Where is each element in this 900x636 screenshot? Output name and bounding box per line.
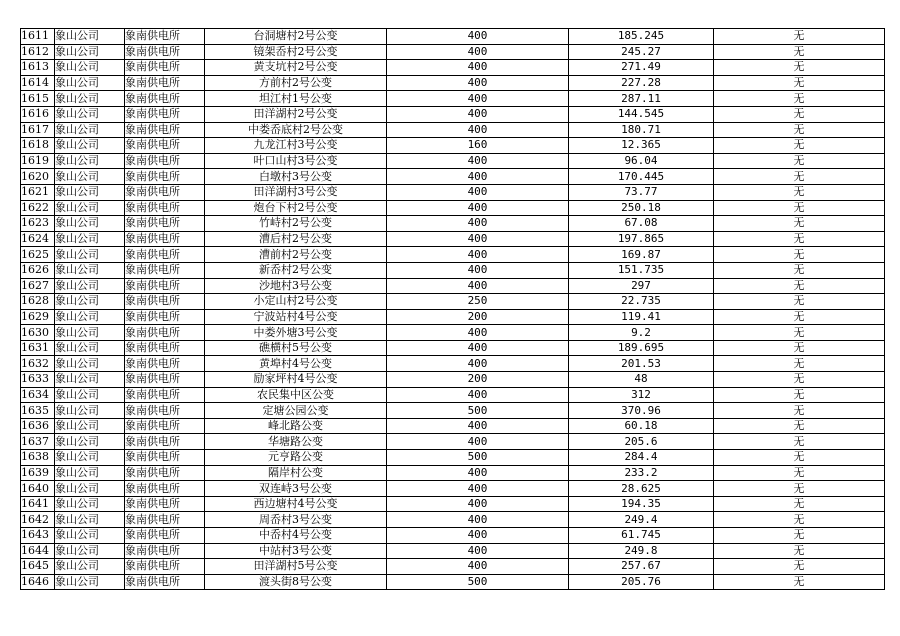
table-row (21, 356, 885, 372)
load-cell: 194.35 (569, 496, 714, 512)
load-cell: 170.445 (569, 169, 714, 185)
transformer-name-cell: 农民集中区公变 (205, 387, 387, 403)
transformer-name-cell: 九龙江村3号公变 (205, 138, 387, 154)
table-row (21, 138, 885, 154)
table-row (21, 450, 885, 466)
transformer-name-cell: 宁波站村4号公变 (205, 309, 387, 325)
capacity-cell: 400 (387, 340, 569, 356)
station-cell: 象南供电所 (125, 247, 205, 263)
load-cell: 60.18 (569, 418, 714, 434)
capacity-cell: 500 (387, 574, 569, 590)
row-number: 1614 (21, 75, 55, 91)
station-cell: 象南供电所 (125, 138, 205, 154)
data-table (20, 28, 885, 590)
table-row (21, 325, 885, 341)
station-cell: 象南供电所 (125, 91, 205, 107)
company-cell: 象山公司 (55, 216, 125, 232)
row-number: 1642 (21, 512, 55, 528)
capacity-cell: 400 (387, 75, 569, 91)
remark-cell: 无 (714, 138, 885, 154)
table-row (21, 574, 885, 590)
load-cell: 257.67 (569, 559, 714, 575)
row-number: 1631 (21, 340, 55, 356)
station-cell: 象南供电所 (125, 543, 205, 559)
company-cell: 象山公司 (55, 247, 125, 263)
company-cell: 象山公司 (55, 138, 125, 154)
company-cell: 象山公司 (55, 200, 125, 216)
company-cell: 象山公司 (55, 153, 125, 169)
row-number: 1616 (21, 106, 55, 122)
station-cell: 象南供电所 (125, 403, 205, 419)
transformer-name-cell: 中站村3号公变 (205, 543, 387, 559)
transformer-name-cell: 漕后村2号公变 (205, 231, 387, 247)
company-cell: 象山公司 (55, 122, 125, 138)
load-cell: 370.96 (569, 403, 714, 419)
company-cell: 象山公司 (55, 231, 125, 247)
load-cell: 73.77 (569, 184, 714, 200)
company-cell: 象山公司 (55, 278, 125, 294)
remark-cell: 无 (714, 278, 885, 294)
row-number: 1626 (21, 262, 55, 278)
station-cell: 象南供电所 (125, 44, 205, 60)
table-row (21, 294, 885, 310)
load-cell: 271.49 (569, 60, 714, 76)
company-cell: 象山公司 (55, 543, 125, 559)
transformer-name-cell: 田洋湖村5号公变 (205, 559, 387, 575)
station-cell: 象南供电所 (125, 372, 205, 388)
capacity-cell: 400 (387, 528, 569, 544)
row-number: 1644 (21, 543, 55, 559)
capacity-cell: 500 (387, 403, 569, 419)
company-cell: 象山公司 (55, 574, 125, 590)
transformer-name-cell: 中娄外塘3号公变 (205, 325, 387, 341)
remark-cell: 无 (714, 91, 885, 107)
row-number: 1627 (21, 278, 55, 294)
capacity-cell: 400 (387, 481, 569, 497)
remark-cell: 无 (714, 387, 885, 403)
table-row (21, 387, 885, 403)
load-cell: 287.11 (569, 91, 714, 107)
transformer-name-cell: 方前村2号公变 (205, 75, 387, 91)
remark-cell: 无 (714, 543, 885, 559)
table-row (21, 169, 885, 185)
row-number: 1637 (21, 434, 55, 450)
row-number: 1622 (21, 200, 55, 216)
transformer-name-cell: 坦江村1号公变 (205, 91, 387, 107)
transformer-name-cell: 渡头街8号公变 (205, 574, 387, 590)
station-cell: 象南供电所 (125, 278, 205, 294)
capacity-cell: 200 (387, 309, 569, 325)
table-row (21, 418, 885, 434)
company-cell: 象山公司 (55, 387, 125, 403)
capacity-cell: 400 (387, 278, 569, 294)
company-cell: 象山公司 (55, 169, 125, 185)
transformer-name-cell: 双连峙3号公变 (205, 481, 387, 497)
remark-cell: 无 (714, 169, 885, 185)
capacity-cell: 400 (387, 91, 569, 107)
remark-cell: 无 (714, 403, 885, 419)
row-number: 1630 (21, 325, 55, 341)
remark-cell: 无 (714, 325, 885, 341)
load-cell: 169.87 (569, 247, 714, 263)
transformer-name-cell: 台洞塘村2号公变 (205, 29, 387, 45)
table-row (21, 434, 885, 450)
load-cell: 233.2 (569, 465, 714, 481)
transformer-name-cell: 白墩村3号公变 (205, 169, 387, 185)
remark-cell: 无 (714, 356, 885, 372)
load-cell: 312 (569, 387, 714, 403)
transformer-name-cell: 镜架岙村2号公变 (205, 44, 387, 60)
capacity-cell: 400 (387, 106, 569, 122)
transformer-name-cell: 中娄岙底村2号公变 (205, 122, 387, 138)
remark-cell: 无 (714, 372, 885, 388)
transformer-name-cell: 小定山村2号公变 (205, 294, 387, 310)
capacity-cell: 400 (387, 387, 569, 403)
capacity-cell: 400 (387, 29, 569, 45)
row-number: 1613 (21, 60, 55, 76)
row-number: 1632 (21, 356, 55, 372)
row-number: 1620 (21, 169, 55, 185)
load-cell: 297 (569, 278, 714, 294)
company-cell: 象山公司 (55, 106, 125, 122)
load-cell: 284.4 (569, 450, 714, 466)
table-row (21, 122, 885, 138)
load-cell: 249.8 (569, 543, 714, 559)
load-cell: 151.735 (569, 262, 714, 278)
capacity-cell: 400 (387, 356, 569, 372)
remark-cell: 无 (714, 434, 885, 450)
capacity-cell: 400 (387, 559, 569, 575)
capacity-cell: 400 (387, 434, 569, 450)
row-number: 1623 (21, 216, 55, 232)
table-row (21, 106, 885, 122)
station-cell: 象南供电所 (125, 29, 205, 45)
transformer-name-cell: 黄埠村4号公变 (205, 356, 387, 372)
table-row (21, 262, 885, 278)
table-row (21, 29, 885, 45)
station-cell: 象南供电所 (125, 200, 205, 216)
capacity-cell: 400 (387, 216, 569, 232)
transformer-name-cell: 竹峙村2号公变 (205, 216, 387, 232)
row-number: 1619 (21, 153, 55, 169)
remark-cell: 无 (714, 247, 885, 263)
load-cell: 96.04 (569, 153, 714, 169)
station-cell: 象南供电所 (125, 294, 205, 310)
remark-cell: 无 (714, 496, 885, 512)
transformer-name-cell: 西边塘村4号公变 (205, 496, 387, 512)
row-number: 1629 (21, 309, 55, 325)
station-cell: 象南供电所 (125, 450, 205, 466)
load-cell: 250.18 (569, 200, 714, 216)
table-row (21, 543, 885, 559)
capacity-cell: 500 (387, 450, 569, 466)
load-cell: 12.365 (569, 138, 714, 154)
remark-cell: 无 (714, 60, 885, 76)
row-number: 1645 (21, 559, 55, 575)
company-cell: 象山公司 (55, 325, 125, 341)
station-cell: 象南供电所 (125, 216, 205, 232)
company-cell: 象山公司 (55, 528, 125, 544)
station-cell: 象南供电所 (125, 528, 205, 544)
remark-cell: 无 (714, 29, 885, 45)
station-cell: 象南供电所 (125, 106, 205, 122)
remark-cell: 无 (714, 450, 885, 466)
table-row (21, 465, 885, 481)
table-row (21, 153, 885, 169)
load-cell: 205.76 (569, 574, 714, 590)
station-cell: 象南供电所 (125, 231, 205, 247)
transformer-name-cell: 新岙村2号公变 (205, 262, 387, 278)
company-cell: 象山公司 (55, 403, 125, 419)
load-cell: 201.53 (569, 356, 714, 372)
table-row (21, 216, 885, 232)
station-cell: 象南供电所 (125, 60, 205, 76)
company-cell: 象山公司 (55, 372, 125, 388)
company-cell: 象山公司 (55, 559, 125, 575)
station-cell: 象南供电所 (125, 309, 205, 325)
capacity-cell: 200 (387, 372, 569, 388)
remark-cell: 无 (714, 200, 885, 216)
load-cell: 22.735 (569, 294, 714, 310)
capacity-cell: 400 (387, 325, 569, 341)
table-row (21, 247, 885, 263)
remark-cell: 无 (714, 528, 885, 544)
table-row (21, 340, 885, 356)
transformer-name-cell: 炮台下村2号公变 (205, 200, 387, 216)
load-cell: 144.545 (569, 106, 714, 122)
capacity-cell: 400 (387, 496, 569, 512)
remark-cell: 无 (714, 262, 885, 278)
station-cell: 象南供电所 (125, 434, 205, 450)
company-cell: 象山公司 (55, 465, 125, 481)
remark-cell: 无 (714, 184, 885, 200)
company-cell: 象山公司 (55, 44, 125, 60)
station-cell: 象南供电所 (125, 465, 205, 481)
row-number: 1628 (21, 294, 55, 310)
company-cell: 象山公司 (55, 262, 125, 278)
station-cell: 象南供电所 (125, 481, 205, 497)
company-cell: 象山公司 (55, 496, 125, 512)
row-number: 1643 (21, 528, 55, 544)
row-number: 1634 (21, 387, 55, 403)
transformer-name-cell: 叶口山村3号公变 (205, 153, 387, 169)
station-cell: 象南供电所 (125, 356, 205, 372)
table-row (21, 559, 885, 575)
load-cell: 197.865 (569, 231, 714, 247)
remark-cell: 无 (714, 44, 885, 60)
transformer-name-cell: 元亨路公变 (205, 450, 387, 466)
station-cell: 象南供电所 (125, 574, 205, 590)
station-cell: 象南供电所 (125, 262, 205, 278)
row-number: 1618 (21, 138, 55, 154)
table-row (21, 372, 885, 388)
transformer-name-cell: 沙地村3号公变 (205, 278, 387, 294)
load-cell: 245.27 (569, 44, 714, 60)
company-cell: 象山公司 (55, 340, 125, 356)
row-number: 1617 (21, 122, 55, 138)
remark-cell: 无 (714, 216, 885, 232)
company-cell: 象山公司 (55, 75, 125, 91)
load-cell: 185.245 (569, 29, 714, 45)
capacity-cell: 400 (387, 231, 569, 247)
remark-cell: 无 (714, 231, 885, 247)
transformer-name-cell: 田洋湖村3号公变 (205, 184, 387, 200)
remark-cell: 无 (714, 106, 885, 122)
row-number: 1625 (21, 247, 55, 263)
capacity-cell: 400 (387, 543, 569, 559)
table-row (21, 481, 885, 497)
station-cell: 象南供电所 (125, 75, 205, 91)
load-cell: 119.41 (569, 309, 714, 325)
load-cell: 48 (569, 372, 714, 388)
station-cell: 象南供电所 (125, 184, 205, 200)
table-row (21, 496, 885, 512)
station-cell: 象南供电所 (125, 418, 205, 434)
capacity-cell: 400 (387, 44, 569, 60)
remark-cell: 无 (714, 574, 885, 590)
capacity-cell: 400 (387, 60, 569, 76)
transformer-name-cell: 励家坪村4号公变 (205, 372, 387, 388)
load-cell: 249.4 (569, 512, 714, 528)
remark-cell: 无 (714, 153, 885, 169)
station-cell: 象南供电所 (125, 153, 205, 169)
transformer-name-cell: 漕前村2号公变 (205, 247, 387, 263)
table-row (21, 278, 885, 294)
remark-cell: 无 (714, 559, 885, 575)
capacity-cell: 400 (387, 200, 569, 216)
station-cell: 象南供电所 (125, 325, 205, 341)
load-cell: 28.625 (569, 481, 714, 497)
row-number: 1636 (21, 418, 55, 434)
capacity-cell: 160 (387, 138, 569, 154)
capacity-cell: 400 (387, 512, 569, 528)
company-cell: 象山公司 (55, 60, 125, 76)
row-number: 1611 (21, 29, 55, 45)
load-cell: 9.2 (569, 325, 714, 341)
station-cell: 象南供电所 (125, 559, 205, 575)
station-cell: 象南供电所 (125, 340, 205, 356)
company-cell: 象山公司 (55, 294, 125, 310)
load-cell: 61.745 (569, 528, 714, 544)
capacity-cell: 400 (387, 465, 569, 481)
remark-cell: 无 (714, 512, 885, 528)
company-cell: 象山公司 (55, 184, 125, 200)
remark-cell: 无 (714, 340, 885, 356)
capacity-cell: 250 (387, 294, 569, 310)
table-row (21, 75, 885, 91)
table-row (21, 184, 885, 200)
table-row (21, 44, 885, 60)
remark-cell: 无 (714, 465, 885, 481)
station-cell: 象南供电所 (125, 512, 205, 528)
load-cell: 180.71 (569, 122, 714, 138)
capacity-cell: 400 (387, 153, 569, 169)
row-number: 1624 (21, 231, 55, 247)
capacity-cell: 400 (387, 169, 569, 185)
table-row (21, 512, 885, 528)
row-number: 1635 (21, 403, 55, 419)
transformer-name-cell: 定塘公园公变 (205, 403, 387, 419)
row-number: 1641 (21, 496, 55, 512)
transformer-name-cell: 田洋湖村2号公变 (205, 106, 387, 122)
transformer-name-cell: 黄支坑村2号公变 (205, 60, 387, 76)
station-cell: 象南供电所 (125, 122, 205, 138)
remark-cell: 无 (714, 481, 885, 497)
remark-cell: 无 (714, 294, 885, 310)
row-number: 1639 (21, 465, 55, 481)
capacity-cell: 400 (387, 262, 569, 278)
company-cell: 象山公司 (55, 29, 125, 45)
company-cell: 象山公司 (55, 356, 125, 372)
transformer-name-cell: 峰北路公变 (205, 418, 387, 434)
row-number: 1646 (21, 574, 55, 590)
table-row (21, 200, 885, 216)
company-cell: 象山公司 (55, 434, 125, 450)
remark-cell: 无 (714, 309, 885, 325)
row-number: 1640 (21, 481, 55, 497)
row-number: 1633 (21, 372, 55, 388)
table-row (21, 309, 885, 325)
table-row (21, 91, 885, 107)
capacity-cell: 400 (387, 418, 569, 434)
transformer-name-cell: 隔岸村公变 (205, 465, 387, 481)
station-cell: 象南供电所 (125, 169, 205, 185)
remark-cell: 无 (714, 418, 885, 434)
company-cell: 象山公司 (55, 512, 125, 528)
row-number: 1638 (21, 450, 55, 466)
capacity-cell: 400 (387, 247, 569, 263)
transformer-name-cell: 中岙村4号公变 (205, 528, 387, 544)
row-number: 1615 (21, 91, 55, 107)
load-cell: 189.695 (569, 340, 714, 356)
remark-cell: 无 (714, 75, 885, 91)
company-cell: 象山公司 (55, 91, 125, 107)
company-cell: 象山公司 (55, 450, 125, 466)
load-cell: 67.08 (569, 216, 714, 232)
table-row (21, 528, 885, 544)
row-number: 1621 (21, 184, 55, 200)
table-row (21, 403, 885, 419)
capacity-cell: 400 (387, 184, 569, 200)
company-cell: 象山公司 (55, 309, 125, 325)
load-cell: 205.6 (569, 434, 714, 450)
table-body (21, 29, 885, 590)
transformer-name-cell: 华塘路公变 (205, 434, 387, 450)
transformer-name-cell: 礁横村5号公变 (205, 340, 387, 356)
company-cell: 象山公司 (55, 418, 125, 434)
row-number: 1612 (21, 44, 55, 60)
remark-cell: 无 (714, 122, 885, 138)
transformer-name-cell: 周岙村3号公变 (205, 512, 387, 528)
station-cell: 象南供电所 (125, 496, 205, 512)
company-cell: 象山公司 (55, 481, 125, 497)
table-row (21, 60, 885, 76)
station-cell: 象南供电所 (125, 387, 205, 403)
table-row (21, 231, 885, 247)
capacity-cell: 400 (387, 122, 569, 138)
load-cell: 227.28 (569, 75, 714, 91)
